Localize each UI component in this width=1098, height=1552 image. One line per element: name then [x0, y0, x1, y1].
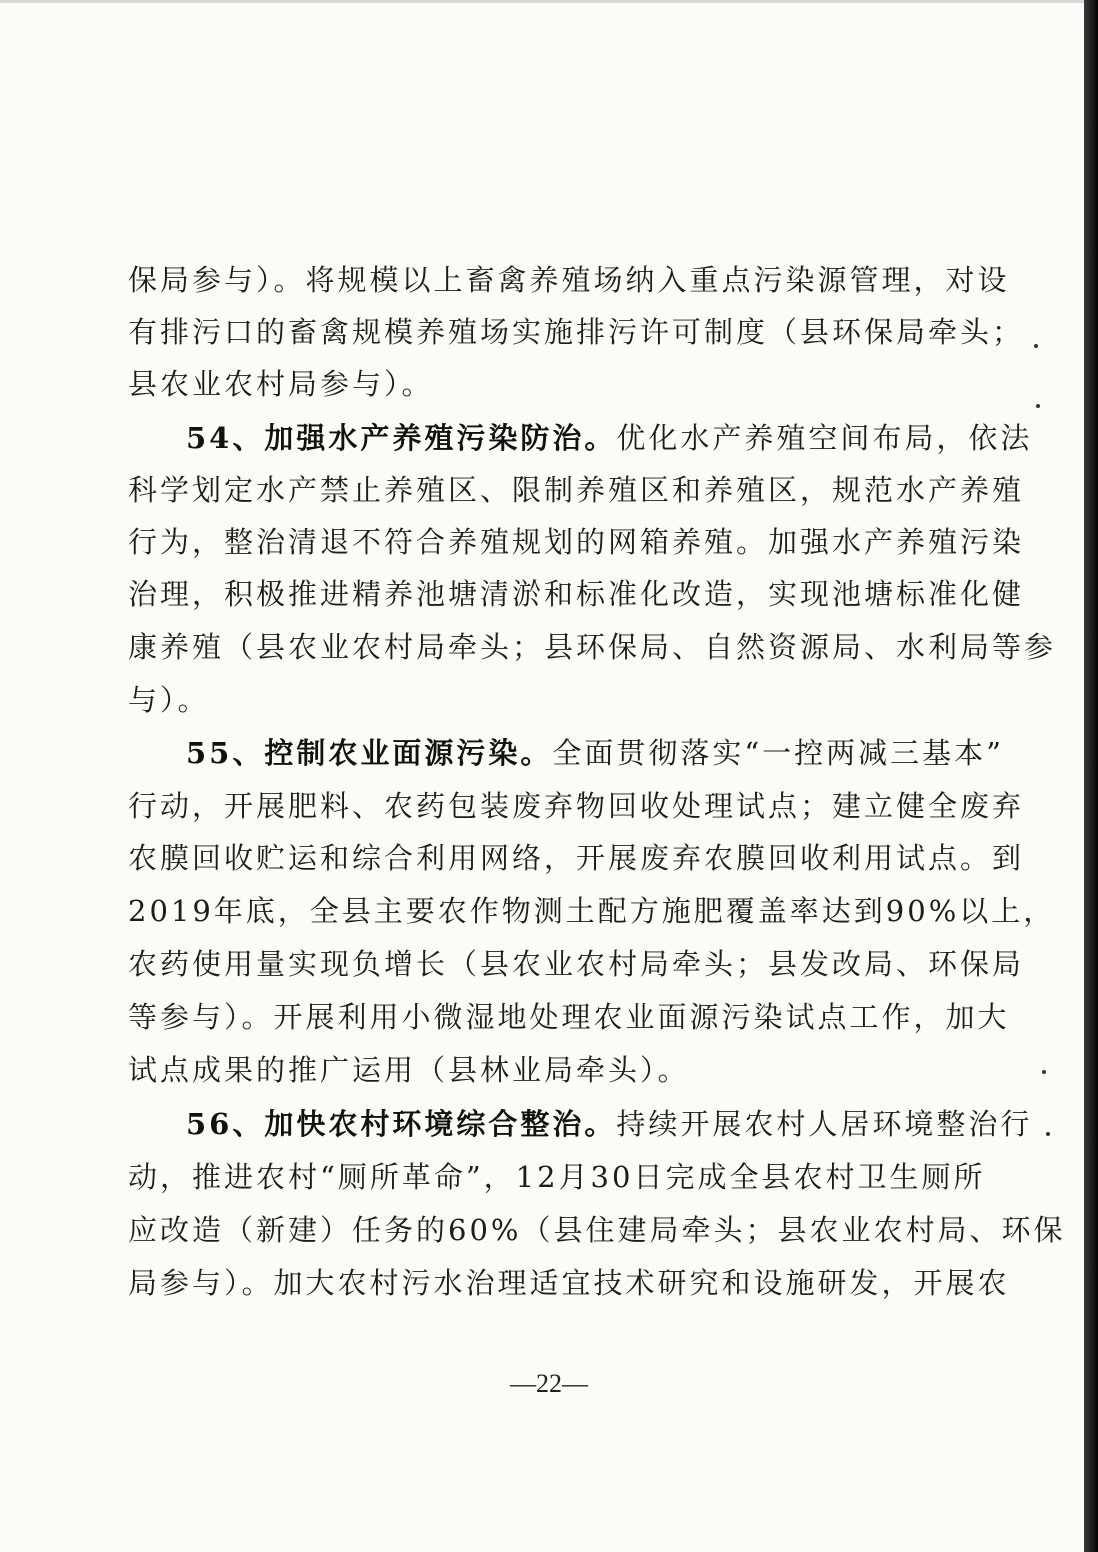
line-text: 农药使用量实现负增长（县农业农村局牵头；县发改局、环保局 — [128, 947, 1025, 981]
line-text: 治理，积极推进精养池塘清淤和标准化改造，实现池塘标准化健 — [128, 577, 1025, 611]
line-text: 康养殖（县农业农村局牵头；县环保局、自然资源局、水利局等参 — [128, 630, 1057, 664]
line-text: 2019年底，全县主要农作物测土配方施肥覆盖率达到90%以上， — [128, 894, 1056, 928]
body-line — [128, 780, 1025, 832]
item-56-title: 56、加快农村环境综合整治。 — [186, 1107, 617, 1141]
item-54-title: 54、加强水产养殖污染防治。 — [186, 421, 617, 455]
line-text: 农膜回收贮运和综合利用网络，开展废弃农膜回收利用试点。到 — [128, 841, 1025, 875]
line-text: 应改造（新建）任务的60%（县住建局牵头；县农业农村局、环保 — [128, 1213, 1066, 1247]
line-text: 等参与）。开展利用小微湿地处理农业面源污染试点工作，加大 — [128, 1000, 1010, 1034]
page-number: —22— — [510, 1369, 588, 1398]
item-55-title: 55、控制农业面源污染。 — [186, 736, 553, 770]
line-text: 持续开展农村人居环境整治行 — [616, 1107, 1033, 1141]
body-line — [128, 464, 1025, 516]
line-text: 动，推进农村“厕所革命”，12月30日完成全县农村卫生厕所 — [128, 1160, 986, 1194]
body-line — [128, 674, 958, 726]
body-line — [128, 306, 1025, 358]
line-text: 与）。 — [128, 683, 210, 717]
line-text: 有排污口的畜禽规模养殖场实施排污许可制度（县环保局牵头； — [128, 315, 1025, 349]
line-text: 优化水产养殖空间布局，依法 — [616, 421, 1033, 455]
line-text: 县农业农村局参与）。 — [128, 367, 434, 401]
line-text: 局参与）。加大农村污水治理适宜技术研究和设施研发，开展农 — [128, 1266, 1010, 1300]
body-line — [128, 1257, 1010, 1309]
line-text: 行动，开展肥料、农药包装废弃物回收处理试点；建立健全废弃 — [128, 789, 1025, 823]
item-55-heading-line — [186, 727, 1005, 779]
line-text: 试点成果的推广运用（县林业局牵头）。 — [128, 1053, 690, 1087]
body-line — [128, 991, 1010, 1043]
body-line — [128, 358, 958, 410]
body-line — [128, 254, 1010, 306]
body-line — [128, 885, 1056, 937]
line-text: 保局参与）。将规模以上畜禽养殖场纳入重点污染源管理，对设 — [128, 263, 1010, 297]
line-text: 行为，整治清退不符合养殖规划的网箱养殖。加强水产养殖污染 — [128, 525, 1025, 559]
body-line — [128, 568, 1025, 620]
body-line — [128, 832, 1025, 884]
body-line — [128, 938, 1025, 990]
line-text: 全面贯彻落实“一控两减三基本” — [552, 736, 1005, 770]
item-54-heading-line — [186, 412, 1033, 464]
body-line — [128, 1204, 1066, 1256]
line-text: 科学划定水产禁止养殖区、限制养殖区和养殖区，规范水产养殖 — [128, 473, 1025, 507]
item-56-heading-line — [186, 1098, 1033, 1150]
body-line — [128, 621, 1057, 673]
body-line — [128, 1044, 958, 1096]
body-line — [128, 1151, 986, 1203]
body-line — [128, 516, 1025, 568]
